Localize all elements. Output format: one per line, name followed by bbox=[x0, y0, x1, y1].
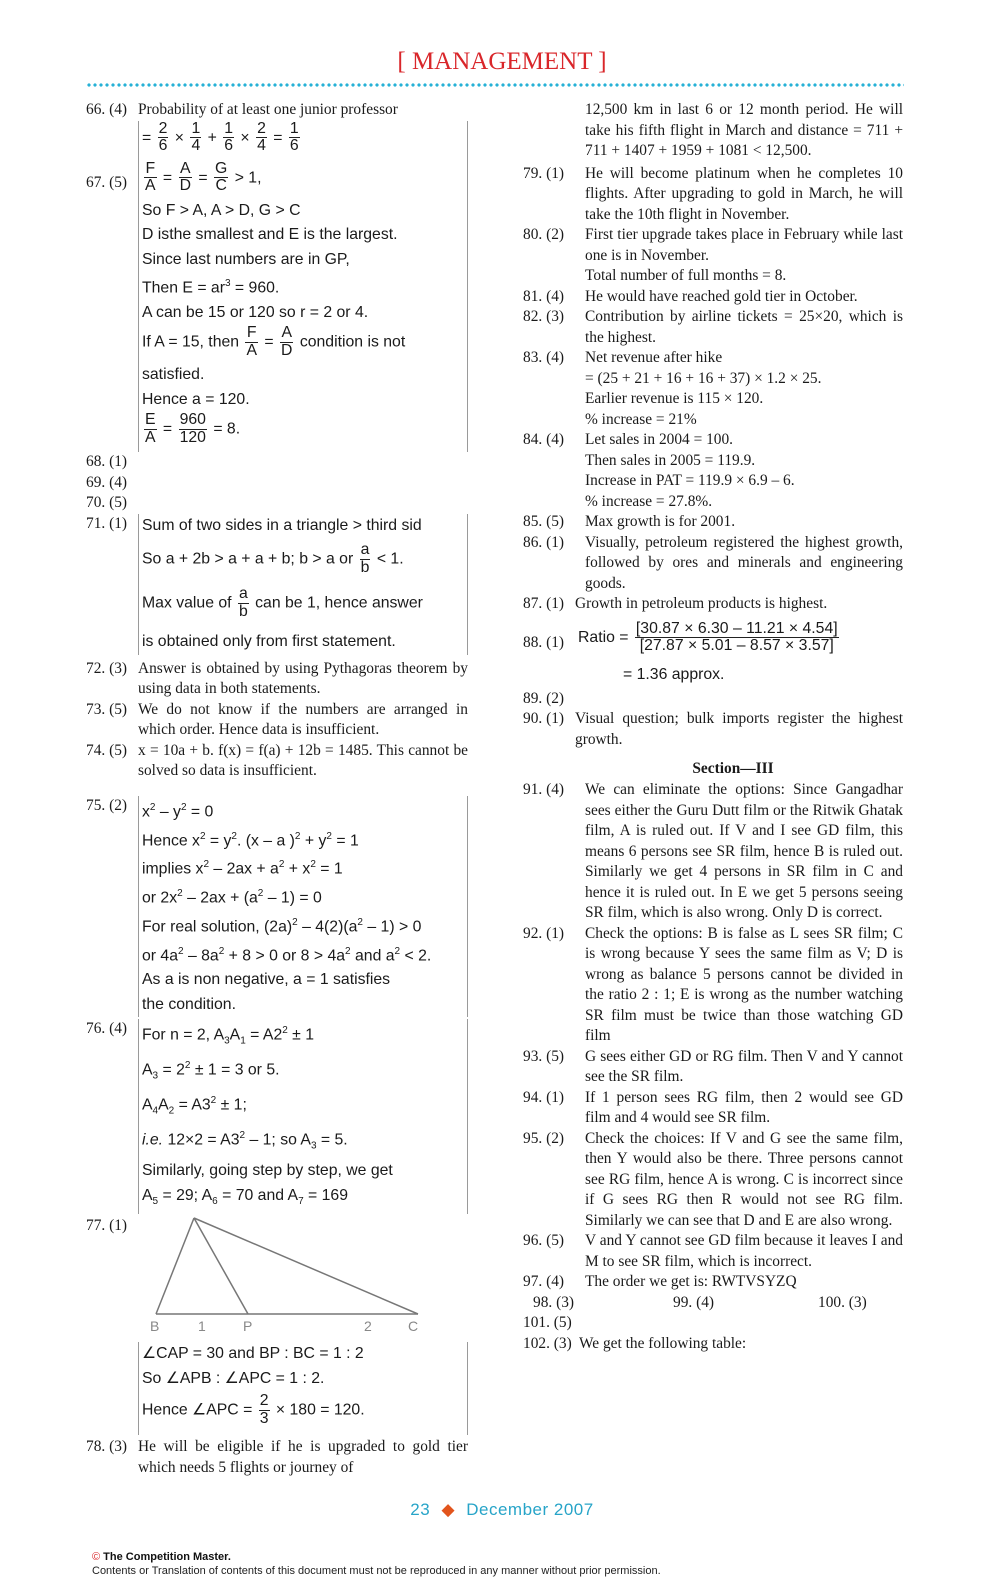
right-column bbox=[523, 100, 903, 1354]
label-2: 2 bbox=[364, 1318, 372, 1335]
publisher-brand: © The Competition Master. bbox=[92, 1551, 231, 1563]
answer-number: 95. (2) bbox=[523, 1129, 565, 1147]
copyright-notice: Contents or Translation of contents of this document must not be reproduced in any manner without prior permission. bbox=[92, 1565, 661, 1577]
answer-67: 67. (5) $\frac{F}{A}$ = $\frac{A}{D}$ = $\frac{G}{C}$ > 1, So F > A, A > D, G > C D isthe smallest and E is the largest. Since last numbers are in GP, Then $E = ar^3 = 960$. A can be 15 or 120 so r = 2 or 4. If A = 15, then $\frac{F}{A}$ = $\frac{A}{D}$ condition is not satisfied. Hence a = 120. $\frac{E}{A}$ = $\frac{960}{120}$ = 8. bbox=[86, 161, 468, 453]
copyright-icon: © bbox=[92, 1551, 101, 1563]
answer-number: 92. (1) bbox=[523, 924, 565, 942]
answer-number: 93. (5) bbox=[523, 1047, 565, 1065]
answer-number: 79. (1) bbox=[523, 164, 565, 182]
answer-number: 76. (4) bbox=[86, 1020, 128, 1038]
answer-number: 83. (4) bbox=[523, 349, 565, 366]
page-footer bbox=[0, 1500, 1004, 1520]
answer-number: 91. (4) bbox=[523, 781, 565, 798]
answer-number: 86. (1) bbox=[523, 533, 565, 551]
answer-number: 78. (3) bbox=[86, 1438, 128, 1456]
answer-86: 86. (1) Visually, petroleum registered the highest growth, followed by ores and minerals and engineering goods. bbox=[523, 533, 903, 592]
answer-90: 90. (1) Visual question; bulk imports register the highest growth. bbox=[523, 710, 903, 748]
answer-number: 75. (2) bbox=[86, 796, 128, 814]
answer-96: 96. (5) V and Y cannot see GD film because it leaves I and M to see SR film, which is incorrect. bbox=[523, 1232, 903, 1270]
answer-69: 69. (4) bbox=[86, 473, 128, 491]
answer-78: 78. (3) He will be eligible if he is upgraded to gold tier which needs 5 flights or journey of bbox=[86, 1438, 468, 1476]
answer-84: 84. (4) Let sales in 2004 = 100. Then sales in 2005 = 119.9. Increase in PAT = 119.9 × 6.9 – 6. % increase = 27.8%. bbox=[523, 431, 795, 510]
answer-number: 82. (3) bbox=[523, 308, 565, 325]
answer-70: 70. (5) bbox=[86, 494, 128, 512]
answer-74: 74. (5) x = 10a + b. f(x) = f(a) + 12b = 1485. This cannot be solved so data is insufficient. bbox=[86, 741, 468, 780]
answer-72: 72. (3) Answer is obtained by using Pythagoras theorem by using data in both statements. bbox=[86, 659, 468, 698]
answer-75: 75. (2) $x^2 - y^2 = 0$ Hence $x^2 = y^2$. (x – a )$^2 + y^2 = 1$ implies $x^2 - 2ax + a^2 + x^2 = 1$ or $2x^2 - 2ax + (a^2 - 1) = 0$ For real solution, $(2a)^2 - 4(2)(a^2 - 1) > 0$ or $4a^2 - 8a^2 + 8 > 0$ or $8 > 4a^2$ and $a^2 < 2$. As a is non negative, a = 1 satisfies the condition. bbox=[86, 796, 468, 1018]
answer-number: 88. (1) bbox=[523, 633, 565, 651]
answer-83: 83. (4) Net revenue after hike = (25 + 21 + 16 + 16 + 37) × 1.2 × 25. Earlier revenue is 115 × 120. % increase = 21% bbox=[523, 349, 822, 428]
answer-number: 73. (5) bbox=[86, 700, 128, 718]
answer-number: 96. (5) bbox=[523, 1232, 565, 1249]
answer-91: 91. (4) We can eliminate the options: Since Gangadhar sees either the Guru Dutt film or the Ritwik Ghatak film, A is ruled out. If V and I see GD film, this means 6 persons see SR film, hence B is ruled out. Similarly we get 4 persons in SR film in C and hence it is ruled out. In E we get 5 persons seeing SR film, which is also wrong. Only D is correct. bbox=[523, 781, 903, 921]
answer-number: 84. (4) bbox=[523, 431, 565, 448]
page-number: 23 bbox=[410, 1500, 431, 1519]
answer-71: 71. (1) Sum of two sides in a triangle > third sid So a + 2b > a + a + b; b > a or $\frac{a}{b}$ < 1. Max value of $\frac{a}{b}$ can be 1, hence answer is obtained only from first statement. bbox=[86, 514, 468, 655]
answer-68: 68. (1) bbox=[86, 453, 128, 471]
answer-95: 95. (2) Check the choices: If V and G see the same film, then Y would also be there. Three persons cannot see RG film, hence A is wrong. C is incorrect since if G sees RG then R would not see RG film. Similarly we can see that D and E are also wrong. bbox=[523, 1129, 903, 1229]
left-column bbox=[86, 100, 468, 1478]
answer-number: 74. (5) bbox=[86, 741, 128, 759]
answer-97: 97. (4) The order we get is: RWTVSYZQ bbox=[523, 1272, 903, 1293]
label-c: C bbox=[408, 1318, 419, 1335]
triangle-line-ap bbox=[194, 1218, 248, 1314]
answer-number: 80. (2) bbox=[523, 226, 565, 243]
triangle-diagram bbox=[146, 1216, 426, 1336]
answer-101: 101. (5) bbox=[523, 1314, 572, 1331]
answer-82: 82. (3) Contribution by airline tickets = 25×20, which is the highest. bbox=[523, 308, 903, 346]
answer-66-equation: = $\frac{2}{6}$ × $\frac{1}{4}$ + $\frac{1}{6}$ × $\frac{2}{4}$ = $\frac{1}{6}$ bbox=[138, 121, 468, 161]
triangle-side-ac bbox=[194, 1218, 418, 1314]
label-1: 1 bbox=[198, 1318, 206, 1335]
answer-number: 85. (5) bbox=[523, 513, 565, 530]
answer-number: 71. (1) bbox=[86, 514, 128, 532]
diamond-icon: ◆ bbox=[441, 1500, 456, 1519]
answer-number: 87. (1) bbox=[523, 595, 565, 612]
answer-76: 76. (4) For n = 2, $A_3A_1 = A2^2 \pm 1$ $A_3 = 2^2 \pm 1 = 3$ or 5. $A_4A_2 = A3^2 \pm 1$; i.e. $12\times 2 = A3^2 - 1$; so $A_3 = 5$. Similarly, going step by step, we get $A_5 = 29$; $A_6 = 70$ and $A_7 = 169$ bbox=[86, 1019, 468, 1214]
answer-92: 92. (1) Check the options: B is false as L sees SR film; C is wrong because Y sees the same film as V; D is wrong as balance 5 persons cannot be divided in the ratio 2 : 1; E is wrong as the number watching SR film must be twice than those watching GD film bbox=[523, 924, 903, 1044]
answers-98-100: 98. (3) 99. (4) 100. (3) bbox=[533, 1293, 867, 1311]
page-header-title: [ MANAGEMENT ] bbox=[397, 48, 607, 75]
answer-73: 73. (5) We do not know if the numbers are arranged in which order. Hence data is insufficient. bbox=[86, 700, 468, 739]
answer-78-continued: 12,500 km in last 6 or 12 month period. He will take his fifth flight in March and distance = 711 + 711 + 1407 + 1959 + 1081 < 12,500. bbox=[585, 101, 903, 159]
answer-80: 80. (2) First tier upgrade takes place in February while last one is in November. Total number of full months = 8. bbox=[523, 226, 903, 284]
answer-number: 77. (1) bbox=[86, 1217, 128, 1235]
header-dotted-rule bbox=[86, 82, 904, 88]
answer-number: 81. (4) bbox=[523, 287, 565, 305]
answer-89: 89. (2) bbox=[523, 689, 565, 707]
answer-93: 93. (5) G sees either GD or RG film. Then V and Y cannot see the SR film. bbox=[523, 1047, 903, 1085]
label-p: P bbox=[243, 1318, 253, 1335]
answer-77: 77. (1) B 1 P 2 C ∠CAP = 30 and BP : BC = 1 : 2 So ∠APB : ∠APC = 1 : 2. Hence ∠APC = $\frac{2}{3}$ × 180 = 120. bbox=[86, 1216, 468, 1435]
section-heading: Section—III bbox=[692, 760, 774, 777]
triangle-side-ab bbox=[156, 1218, 194, 1314]
answer-94: 94. (1) If 1 person sees RG film, then 2 would see GD film and 4 would see SR film. bbox=[523, 1088, 903, 1126]
answer-85: 85. (5) Max growth is for 2001. bbox=[523, 512, 903, 533]
answer-number: 94. (1) bbox=[523, 1088, 565, 1106]
answer-81: 81. (4) He would have reached gold tier in October. bbox=[523, 287, 903, 308]
answer-number: 90. (1) bbox=[523, 710, 565, 727]
answer-88: 88. (1) Ratio = $\frac{[30.87 \times 6.30 - 11.21 \times 4.54]}{[27.87 \times 5.01 - 8.57 \times 3.57]}$ = 1.36 approx. bbox=[523, 619, 838, 683]
answer-number: 102. (3) bbox=[523, 1334, 572, 1352]
answer-79: 79. (1) He will become platinum when he completes 10 flights. After upgrading to gold in March, he will take the 10th flight in November. bbox=[523, 164, 903, 223]
answer-number: 72. (3) bbox=[86, 659, 128, 677]
answer-66: 66. (4) Probability of at least one junior professor = $\frac{2}{6}$ × $\frac{1}{4}$ + $\frac{1}{6}$ × $\frac{2}{4}$ = $\frac{1}{6}$ bbox=[86, 100, 468, 161]
answer-number: 66. (4) bbox=[86, 101, 128, 118]
answer-number: 97. (4) bbox=[523, 1273, 565, 1290]
answer-number: 67. (5) bbox=[86, 173, 128, 191]
answer-102: 102. (3) We get the following table: bbox=[523, 1334, 903, 1355]
label-b: B bbox=[150, 1318, 160, 1335]
issue-month: December 2007 bbox=[466, 1500, 594, 1519]
answer-87: 87. (1) Growth in petroleum products is highest. bbox=[523, 594, 903, 615]
